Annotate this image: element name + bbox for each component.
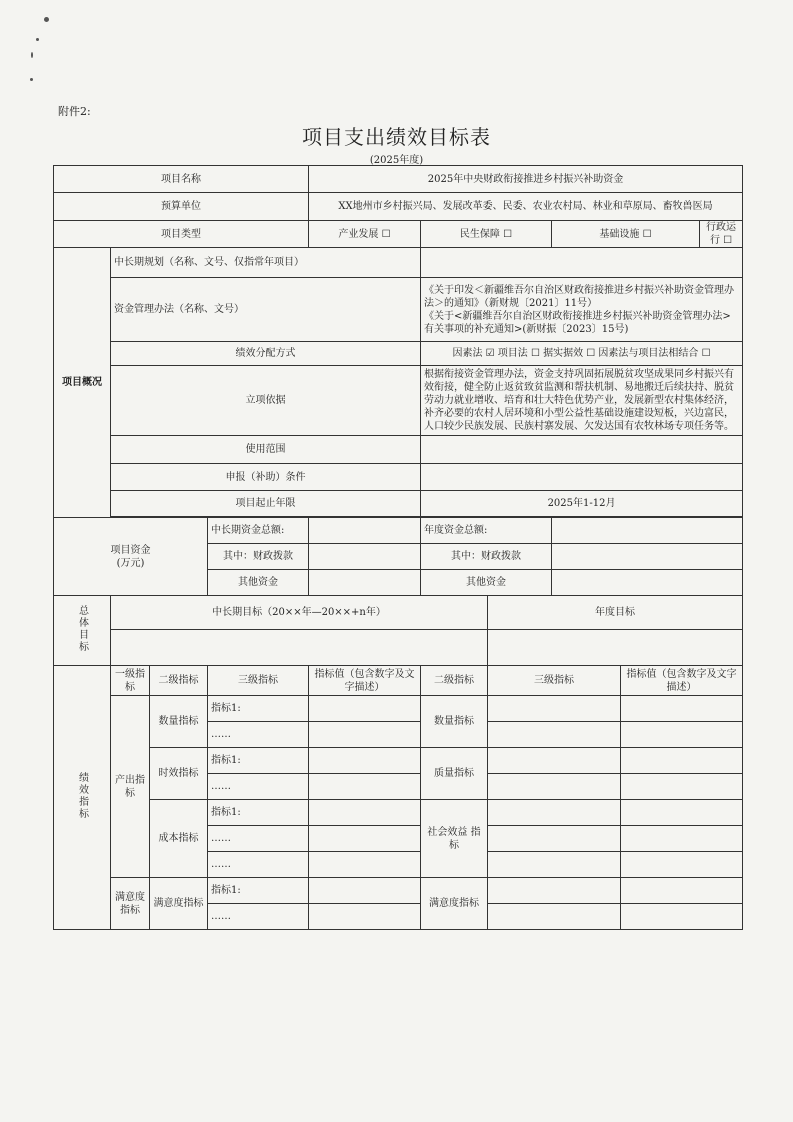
year-fiscal-value[interactable] <box>552 544 743 570</box>
indicator-value-right[interactable] <box>621 696 743 722</box>
scan-speck <box>30 78 33 81</box>
project-name-value: 2025年中央财政衔接推进乡村振兴补助资金 <box>309 166 743 193</box>
overview-section-label: 项目概况 <box>54 248 111 518</box>
indicator-item[interactable]: 指标1: <box>208 800 309 826</box>
indicator-item[interactable]: …… <box>208 774 309 800</box>
apply-condition-label: 申报（补助）条件 <box>111 464 421 491</box>
level2-header-left: 二级指标 <box>150 666 208 696</box>
period-label: 项目起止年限 <box>111 491 421 517</box>
indicator-item-right[interactable] <box>488 852 621 878</box>
indicator-item[interactable]: 指标1: <box>208 748 309 774</box>
funds-label: 项目资金 (万元) <box>54 518 208 596</box>
fund-method-value: 《关于印发＜新疆维吾尔自治区财政衔接推进乡村振兴补助资金管理办法＞的通知》（新财规〔2021〕11号） 《关于<新疆维吾尔自治区财政衔接推进乡村振兴补助资金管理办法>有关事项的补充通知>(新财振〔2023〕15号) <box>421 278 743 342</box>
mid-goal-label: 中长期目标（20××年—20××+n年） <box>111 596 488 630</box>
basis-label: 立项依据 <box>111 366 421 436</box>
indicator-item-right[interactable] <box>488 774 621 800</box>
indicator-item-right[interactable] <box>488 904 621 930</box>
indicator-item-right[interactable] <box>488 826 621 852</box>
timeliness-indicator-label: 时效指标 <box>150 748 208 800</box>
indicator-value[interactable] <box>309 722 421 748</box>
budget-unit-label: 预算单位 <box>54 193 309 221</box>
mid-fiscal-value[interactable] <box>309 544 421 570</box>
quantity-indicator-label-right: 数量指标 <box>421 696 488 748</box>
mid-fiscal-label: 其中：财政拨款 <box>208 544 309 570</box>
indicator-item-right[interactable] <box>488 748 621 774</box>
mid-long-plan-value[interactable] <box>421 248 743 278</box>
page-title: 项目支出绩效目标表 <box>302 125 491 149</box>
basis-value: 根据衔接资金管理办法，资金支持巩固拓展脱贫攻坚成果同乡村振兴有效衔接，健全防止返贫致贫监测和帮扶机制、易地搬迁后续扶持、脱贫劳动力就业增收、培育和壮大特色优势产业，发展新型农村集体经济，补齐必要的农村人居环境和小型公益性基础设施建设短板，兴边富民，人口较少民族发展、民族村寨发展、欠发达国有农牧林场专项任务等。 <box>421 366 743 436</box>
satisfaction-indicator-label: 满意度指标 <box>150 878 208 930</box>
distribution-label: 绩效分配方式 <box>111 342 421 366</box>
indicator-value-right[interactable] <box>621 774 743 800</box>
scope-value[interactable] <box>421 436 743 464</box>
indicator-value-right[interactable] <box>621 878 743 904</box>
indicator-value[interactable] <box>309 774 421 800</box>
project-name-label: 项目名称 <box>54 166 309 193</box>
type-livelihood-checkbox[interactable]: 民生保障 ☐ <box>421 221 552 248</box>
indicator-value-right[interactable] <box>621 826 743 852</box>
overall-goal-label: 总体目标 <box>54 596 111 666</box>
indicator-item-right[interactable] <box>488 696 621 722</box>
annual-goal-label: 年度目标 <box>488 596 743 630</box>
indicator-value-right[interactable] <box>621 852 743 878</box>
year-subtitle: (2025年度) <box>369 155 424 166</box>
satisfaction-indicator-label-right: 满意度指标 <box>421 878 488 930</box>
year-other-value[interactable] <box>552 570 743 596</box>
indicator-value-right[interactable] <box>621 904 743 930</box>
indicator-item-right[interactable] <box>488 878 621 904</box>
year-total-value[interactable] <box>552 518 743 544</box>
type-infrastructure-checkbox[interactable]: 基础设施 ☐ <box>552 221 700 248</box>
quality-indicator-label: 质量指标 <box>421 748 488 800</box>
indicator-value[interactable] <box>309 800 421 826</box>
year-fiscal-label: 其中：财政拨款 <box>421 544 552 570</box>
indicator-value-right[interactable] <box>621 800 743 826</box>
scan-speck <box>44 17 49 22</box>
indicator-value[interactable] <box>309 696 421 722</box>
level3-header-right: 三级指标 <box>488 666 621 696</box>
indicator-value[interactable] <box>309 826 421 852</box>
indicator-item[interactable]: …… <box>208 852 309 878</box>
indicator-item[interactable]: …… <box>208 904 309 930</box>
indicators-label: 绩效指标 <box>54 666 111 930</box>
indicator-value-right[interactable] <box>621 722 743 748</box>
type-industry-checkbox[interactable]: 产业发展 ☐ <box>309 221 421 248</box>
satisfaction-level1-label: 满意度指标 <box>111 878 150 930</box>
value-header-left: 指标值（包含数字及文字描述） <box>309 666 421 696</box>
indicator-value[interactable] <box>309 878 421 904</box>
indicator-item[interactable]: 指标1: <box>208 878 309 904</box>
type-admin-checkbox[interactable]: 行政运行 ☐ <box>700 221 743 248</box>
indicator-item-right[interactable] <box>488 722 621 748</box>
indicator-value-right[interactable] <box>621 748 743 774</box>
indicator-item[interactable]: …… <box>208 826 309 852</box>
level3-header-left: 三级指标 <box>208 666 309 696</box>
apply-condition-value[interactable] <box>421 464 743 491</box>
performance-goal-table <box>53 165 743 930</box>
level2-header-right: 二级指标 <box>421 666 488 696</box>
mid-long-plan-label: 中长期规划（名称、文号、仅指常年项目） <box>111 248 421 278</box>
social-benefit-indicator-label: 社会效益 指标 <box>421 800 488 878</box>
attachment-label: 附件2: <box>58 105 91 118</box>
indicator-item[interactable]: 指标1: <box>208 696 309 722</box>
indicator-value[interactable] <box>309 852 421 878</box>
mid-goal-value[interactable] <box>111 630 488 666</box>
annual-goal-value[interactable] <box>488 630 743 666</box>
indicator-value[interactable] <box>309 748 421 774</box>
mid-total-value[interactable] <box>309 518 421 544</box>
scope-label: 使用范围 <box>111 436 421 464</box>
indicator-item[interactable]: …… <box>208 722 309 748</box>
level1-header: 一级指标 <box>111 666 150 696</box>
distribution-value[interactable]: 因素法 ☑ 项目法 ☐ 据实据效 ☐ 因素法与项目法相结合 ☐ <box>421 342 743 366</box>
mid-total-label: 中长期资金总额: <box>208 518 309 544</box>
cost-indicator-label: 成本指标 <box>150 800 208 878</box>
mid-other-label: 其他资金 <box>208 570 309 596</box>
budget-unit-value: XX地州市乡村振兴局、发展改革委、民委、农业农村局、林业和草原局、畜牧兽医局 <box>309 193 743 221</box>
value-header-right: 指标值（包含数字及文字描述） <box>621 666 743 696</box>
fund-method-label: 资金管理办法（名称、文号） <box>111 278 421 342</box>
indicator-value[interactable] <box>309 904 421 930</box>
scan-speck <box>31 52 33 58</box>
year-total-label: 年度资金总额: <box>421 518 552 544</box>
year-other-label: 其他资金 <box>421 570 552 596</box>
indicator-item-right[interactable] <box>488 800 621 826</box>
period-value: 2025年1-12月 <box>421 491 743 517</box>
scan-speck <box>36 38 39 41</box>
project-type-label: 项目类型 <box>54 221 309 248</box>
quantity-indicator-label: 数量指标 <box>150 696 208 748</box>
output-indicator-label: 产出指标 <box>111 696 150 878</box>
mid-other-value[interactable] <box>309 570 421 596</box>
